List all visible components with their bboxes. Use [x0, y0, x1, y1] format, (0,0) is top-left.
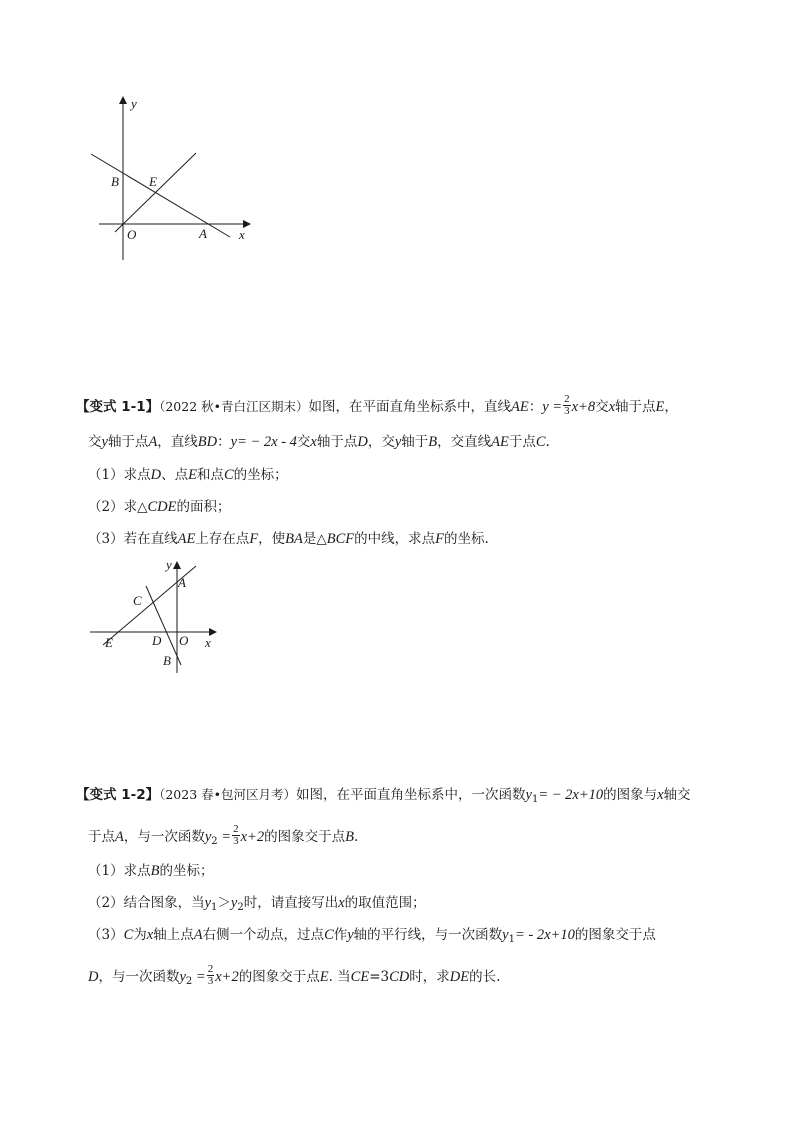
- problem-2-eq2-head: =: [192, 969, 206, 985]
- problem-2-eq2-head: =: [217, 829, 232, 845]
- problem-2-intro: 如图，在平面直角坐标系中，一次函数: [296, 787, 526, 803]
- problem-2-y-var: y: [347, 927, 354, 943]
- problem-1-question-2: [88, 498, 230, 516]
- problem-2-greater-than: ＞: [217, 895, 231, 911]
- problem-1-line-1: [76, 393, 678, 419]
- problem-2-y2: y: [204, 829, 212, 845]
- figure-1-line-oe: [115, 153, 196, 232]
- problem-1-text: （3）若在直线: [88, 531, 178, 547]
- figure-1-coordinate-diagram: [85, 90, 260, 265]
- problem-1-text: （1）求点: [88, 467, 151, 483]
- problem-1-colon: ：: [528, 399, 543, 415]
- problem-2-text: （2）结合图象，当: [88, 895, 205, 911]
- problem-1-text: 轴于: [401, 434, 429, 450]
- problem-2-text: 的长.: [469, 969, 501, 985]
- problem-1-tag: 【变式 1-1】: [76, 399, 160, 415]
- figure-2-label-y: y: [166, 557, 172, 572]
- problem-1-triangle-cde: CDE: [147, 499, 177, 515]
- problem-1-text: 轴于点: [316, 434, 358, 450]
- problem-1-text: 轴于点: [107, 434, 149, 450]
- problem-2-sub1: 1: [531, 794, 539, 805]
- problem-2-text: ，与一次函数: [123, 829, 205, 845]
- problem-2-text: 的图象交于点: [264, 829, 346, 845]
- problem-1-point-c: C: [223, 467, 234, 483]
- figure-2-label-o: O: [179, 633, 189, 648]
- problem-1-text: 和点: [196, 467, 224, 483]
- problem-2-eq2-tail: x+2: [215, 969, 239, 985]
- problem-2-sub2: 2: [211, 836, 218, 847]
- problem-2-x-var: x: [657, 787, 664, 803]
- problem-1-point-f: F: [435, 531, 445, 547]
- figure-1-label-o: O: [127, 227, 137, 242]
- problem-2-text: . 当: [328, 969, 351, 985]
- problem-1-text: （2）求△: [88, 499, 148, 515]
- problem-2-y1: y: [204, 895, 212, 911]
- problem-2-segment-cd: CD: [389, 969, 410, 985]
- figure-1-y-arrow: [119, 96, 127, 104]
- figure-2-label-c: C: [133, 593, 142, 608]
- problem-1-line-2: [88, 433, 550, 451]
- problem-2-point-a: A: [115, 829, 124, 845]
- problem-2-eq1b: = - 2x+10: [514, 927, 575, 943]
- problem-1-meets: 交: [595, 399, 609, 415]
- problem-1-text: 于点: [508, 434, 536, 450]
- problem-2-text: 右侧一个动点，过点: [202, 927, 325, 943]
- problem-2-question-2: [88, 894, 426, 917]
- problem-2-tag: 【变式 1-2】: [76, 787, 160, 803]
- problem-2-sub2: 2: [185, 976, 193, 987]
- problem-2-fraction: [232, 824, 240, 847]
- problem-2-line-2: [88, 823, 359, 851]
- problem-1-point-b: B: [428, 434, 438, 450]
- figure-1-label-b: B: [111, 174, 119, 189]
- figure-1-label-a: A: [199, 226, 207, 241]
- problem-1-point-c: C: [535, 434, 546, 450]
- problem-1-line-ae: AE: [177, 531, 196, 547]
- problem-2-eq2-tail: x+2: [240, 829, 265, 845]
- problem-2-text: 的图象与: [603, 787, 658, 803]
- problem-2-fraction: [207, 964, 215, 987]
- problem-2-text: 轴上点: [153, 927, 194, 943]
- problem-1-period: .: [545, 434, 550, 450]
- problem-1-y-eq: y =: [542, 399, 563, 415]
- figure-2-coordinate-diagram: [85, 555, 230, 680]
- problem-2-frac-num: 2: [207, 963, 214, 975]
- figure-1-label-e: E: [149, 174, 157, 189]
- problem-1-text: 交: [88, 434, 102, 450]
- problem-2-text: 作: [333, 927, 348, 943]
- problem-1-line-ae: AE: [491, 434, 509, 450]
- problem-2-y2: y: [230, 895, 238, 911]
- problem-2-question-1: [88, 862, 213, 880]
- problem-1-text: ，直线: [157, 434, 198, 450]
- problem-2-point-a: A: [193, 927, 203, 943]
- problem-2-y2: y: [179, 969, 186, 985]
- problem-2-point-e: E: [319, 969, 329, 985]
- problem-2-line-5: [88, 963, 501, 991]
- problem-1-text: 上存在点: [195, 531, 250, 547]
- figure-2-y-arrow: [173, 561, 181, 569]
- problem-1-text: ：: [217, 434, 231, 450]
- problem-1-line-bd: BD: [197, 434, 218, 450]
- problem-2-sub1: 1: [211, 902, 218, 913]
- problem-2-frac-num: 2: [233, 823, 239, 835]
- problem-2-text: （3）: [88, 927, 124, 943]
- problem-2-text: 为: [133, 927, 147, 943]
- problem-1-text: 的中线，求点: [354, 531, 436, 547]
- problem-2-text: ，与一次函数: [98, 969, 180, 985]
- problem-2-segment-ce: CE: [350, 969, 370, 985]
- figure-1-label-x: x: [239, 227, 245, 242]
- problem-1-text: 、点: [161, 467, 189, 483]
- problem-2-x-var: x: [338, 895, 345, 911]
- problem-1-text: 是△: [302, 531, 327, 547]
- problem-1-source: （2022 秋•青白江区期末）: [159, 399, 309, 414]
- problem-1-x-var: x: [608, 399, 616, 415]
- problem-2-text: 的图象交于点: [238, 969, 320, 985]
- problem-2-y1: y: [502, 927, 509, 943]
- problem-1-point-a: A: [148, 434, 158, 450]
- problem-1-y-var: y: [394, 434, 402, 450]
- problem-1-point-e: E: [188, 467, 197, 483]
- problem-2-x-var: x: [146, 927, 154, 943]
- problem-1-triangle-bcf: BCF: [326, 531, 355, 547]
- problem-2-text: （1）求点: [88, 863, 151, 879]
- problem-1-frac-num: 2: [564, 393, 570, 405]
- problem-1-text: 的面积；: [176, 499, 231, 515]
- problem-1-eq-tail: x+8: [571, 399, 596, 415]
- problem-1-line-ae: AE: [511, 399, 529, 415]
- problem-2-question-3: [88, 926, 656, 949]
- problem-1-question-3: [88, 530, 489, 548]
- problem-1-text: ，交: [367, 434, 395, 450]
- problem-1-segment-ba: BA: [285, 531, 303, 547]
- problem-2-point-d: D: [88, 969, 99, 985]
- problem-1-text: ，交直线: [437, 434, 492, 450]
- problem-2-point-c: C: [123, 927, 134, 943]
- problem-1-axis-at: 轴于点: [615, 399, 656, 415]
- problem-1-eq2-tail: = − 2x - 4: [237, 434, 297, 450]
- problem-1-text: 的坐标；: [233, 467, 288, 483]
- problem-1-frac-den: 3: [564, 405, 570, 417]
- problem-2-period: .: [353, 829, 359, 845]
- figure-2-label-d: D: [152, 633, 162, 648]
- problem-2-eq1: = − 2x+10: [538, 787, 604, 803]
- problem-2-segment-de: DE: [449, 969, 470, 985]
- problem-2-point-b: B: [150, 863, 160, 879]
- problem-2-text: 时，请直接写出: [243, 895, 339, 911]
- problem-1-point-d: D: [357, 434, 368, 450]
- problem-1-text: ，使: [258, 531, 286, 547]
- figure-1-line-ba: [91, 154, 230, 237]
- problem-1-text: 的坐标.: [444, 531, 489, 547]
- problem-2-source: （2023 春•包河区月考）: [159, 787, 297, 802]
- problem-1-intro: 如图，在平面直角坐标系中，直线: [308, 399, 512, 415]
- problem-1-eq2: y: [230, 434, 238, 450]
- problem-2-text: 的取值范围；: [344, 895, 426, 911]
- problem-1-point-d: D: [150, 467, 162, 483]
- figure-2-label-e: E: [105, 635, 113, 650]
- problem-1-point-f: F: [249, 531, 259, 547]
- problem-1-question-1: [88, 466, 288, 484]
- problem-2-point-b: B: [345, 829, 354, 845]
- problem-2-text: =3: [369, 969, 390, 985]
- problem-1-comma: ，: [664, 399, 678, 415]
- figure-1-label-y: y: [131, 96, 137, 111]
- problem-1-point-e: E: [655, 399, 665, 415]
- problem-1-fraction: [563, 394, 571, 417]
- problem-2-point-c: C: [324, 927, 334, 943]
- figure-2-label-b: B: [163, 653, 171, 668]
- problem-2-line-1: [76, 786, 691, 809]
- problem-2-text: 轴交: [663, 787, 691, 803]
- problem-1-text: 交: [296, 434, 311, 450]
- problem-1-x-var: x: [310, 434, 317, 450]
- problem-2-text: 轴的平行线，与一次函数: [353, 927, 503, 943]
- figure-2-label-a: A: [178, 575, 186, 590]
- problem-2-sub1: 1: [508, 934, 515, 945]
- figure-2-label-x: x: [205, 635, 211, 650]
- problem-1-y-var: y: [101, 434, 108, 450]
- problem-2-frac-den: 3: [207, 975, 214, 987]
- problem-2-sub2: 2: [237, 902, 244, 913]
- problem-2-text: 的图象交于点: [574, 927, 656, 943]
- problem-2-y1: y: [525, 787, 532, 803]
- problem-2-text: 的坐标；: [159, 863, 214, 879]
- problem-2-frac-den: 3: [233, 835, 239, 847]
- problem-2-text: 于点: [88, 829, 115, 845]
- problem-2-text: 时，求: [409, 969, 450, 985]
